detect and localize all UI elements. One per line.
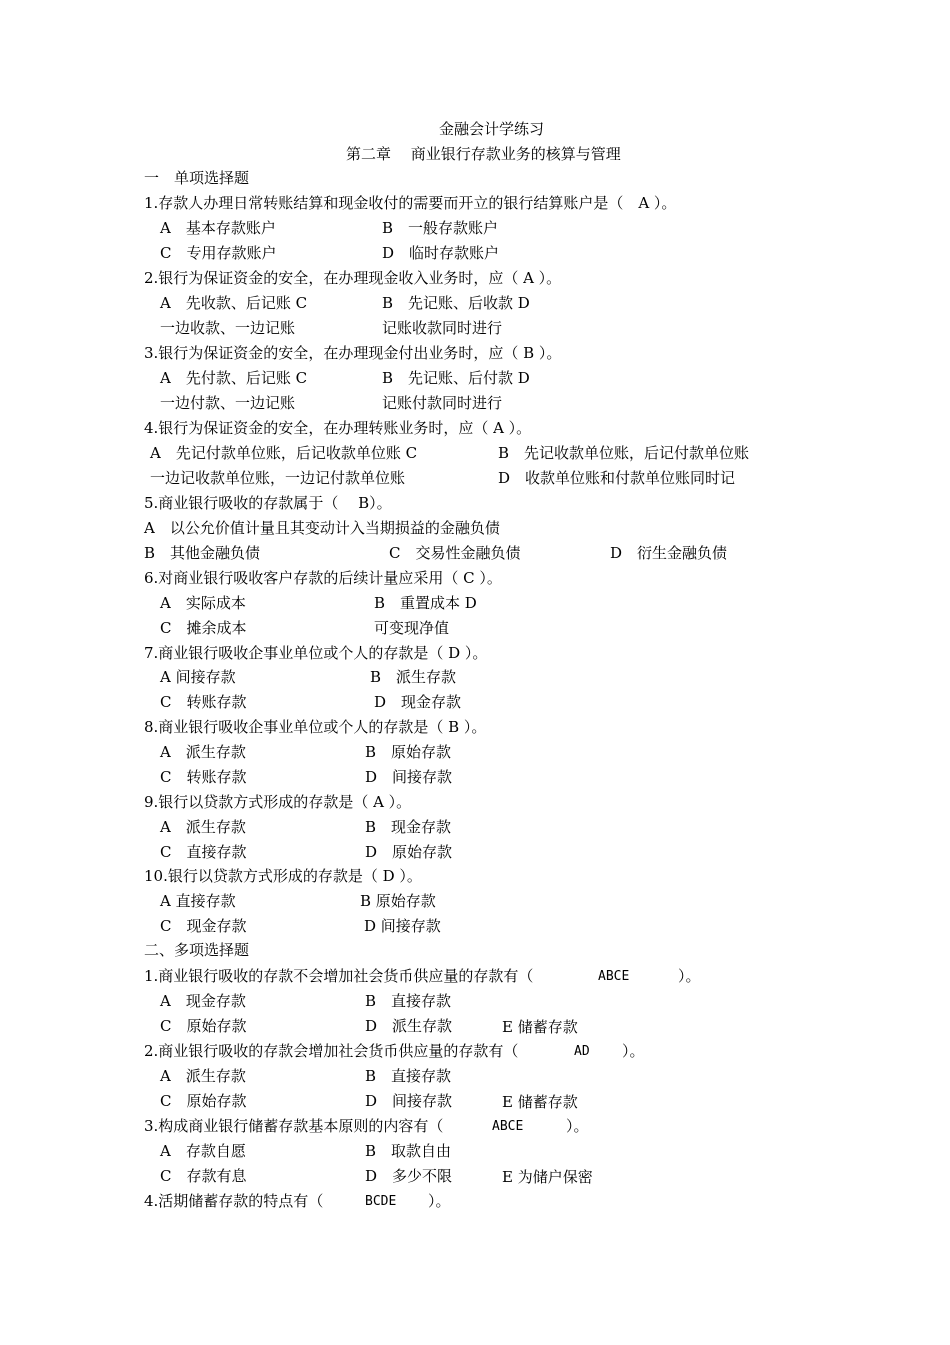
question-9: 9.银行以贷款方式形成的存款是（ A ）。 [144, 793, 412, 811]
option: A 存款自愿 [160, 1142, 246, 1160]
option: 记账收款同时进行 [382, 319, 503, 337]
question-4: 4.银行为保证资金的安全，在办理转账业务时，应（ A ）。 [144, 419, 532, 437]
question-10: 10.银行以贷款方式形成的存款是（ D ）。 [144, 867, 422, 885]
option: D 多少不限 [365, 1167, 453, 1185]
option: C 现金存款 [160, 917, 247, 935]
option: C 摊余成本 [160, 619, 247, 637]
answer: ABCE [492, 1119, 524, 1134]
question-suffix: ）。 [566, 1117, 589, 1135]
question-suffix: ）。 [622, 1042, 645, 1060]
option: B 派生存款 [370, 668, 457, 686]
option: D 间接存款 [364, 917, 441, 935]
chapter-title: 第二章 商业银行存款业务的核算与管理 [346, 145, 621, 163]
option: E 储蓄存款 [502, 1018, 578, 1036]
question-2: 2.银行为保证资金的安全，在办理现金收入业务时，应（ A ）。 [144, 269, 562, 287]
option: A 基本存款账户 [160, 219, 276, 237]
option: C 交易性金融负债 [389, 544, 521, 562]
answer: ABCE [598, 969, 630, 984]
option: C 原始存款 [160, 1017, 247, 1035]
option: B 重置成本 D [374, 594, 477, 612]
option: B 其他金融负债 [144, 544, 261, 562]
doc-title: 金融会计学练习 [439, 120, 545, 138]
multi-question-4: 4.活期储蓄存款的特点有（ [144, 1192, 324, 1210]
option: A 现金存款 [160, 992, 246, 1010]
question-suffix: ）。 [428, 1192, 451, 1210]
section-heading-single: 一 单项选择题 [144, 169, 250, 187]
option: D 收款单位账和付款单位账同时记 [498, 469, 736, 487]
multi-question-2: 2.商业银行吸收的存款会增加社会货币供应量的存款有（ [144, 1042, 519, 1060]
option: B 先记收款单位账，后记付款单位账 [498, 444, 750, 462]
option: D 间接存款 [365, 1092, 453, 1110]
option: A 派生存款 [160, 743, 246, 761]
section-heading-multi: 二、多项选择题 [144, 941, 250, 959]
option: A 派生存款 [160, 1067, 246, 1085]
option: B 原始存款 [360, 892, 436, 910]
option: 一边付款、一边记账 [160, 394, 296, 412]
option: C 转账存款 [160, 693, 247, 711]
option: D 间接存款 [365, 768, 453, 786]
option: 一边收款、一边记账 [160, 319, 296, 337]
option: B 取款自由 [365, 1142, 452, 1160]
question-1: 1.存款人办理日常转账结算和现金收付的需要而开立的银行结算账户是（ A ）。 [144, 194, 677, 212]
option: C 原始存款 [160, 1092, 247, 1110]
option: D 原始存款 [365, 843, 453, 861]
question-8: 8.商业银行吸收企事业单位或个人的存款是（ B ）。 [144, 718, 487, 736]
option: 可变现净值 [374, 619, 450, 637]
multi-question-3: 3.构成商业银行储蓄存款基本原则的内容有（ [144, 1117, 444, 1135]
option: A 实际成本 [160, 594, 246, 612]
option: D 临时存款账户 [382, 244, 500, 262]
option: 记账付款同时进行 [382, 394, 503, 412]
option: D 现金存款 [374, 693, 462, 711]
option: A 以公允价值计量且其变动计入当期损益的金融负债 [144, 519, 500, 537]
question-3: 3.银行为保证资金的安全，在办理现金付出业务时，应（ B ）。 [144, 344, 562, 362]
option: A 先记付款单位账，后记收款单位账 C [150, 444, 418, 462]
option: E 为储户保密 [502, 1168, 593, 1186]
option: B 先记账、后收款 D [382, 294, 530, 312]
option: C 专用存款账户 [160, 244, 277, 262]
option: B 现金存款 [365, 818, 452, 836]
option: D 衍生金融负债 [610, 544, 728, 562]
answer: AD [574, 1044, 590, 1059]
option: A 先收款、后记账 C [160, 294, 308, 312]
option: B 原始存款 [365, 743, 452, 761]
multi-question-1: 1.商业银行吸收的存款不会增加社会货币供应量的存款有（ [144, 967, 534, 985]
option: A 先付款、后记账 C [160, 369, 308, 387]
option: C 直接存款 [160, 843, 247, 861]
option: A 直接存款 [160, 892, 236, 910]
option: B 直接存款 [365, 992, 452, 1010]
answer: BCDE [365, 1194, 397, 1209]
option: B 一般存款账户 [382, 219, 499, 237]
option: 一边记收款单位账，一边记付款单位账 [150, 469, 406, 487]
option: D 派生存款 [365, 1017, 453, 1035]
question-7: 7.商业银行吸收企事业单位或个人的存款是（ D ）。 [144, 644, 488, 662]
option: C 存款有息 [160, 1167, 247, 1185]
option: E 储蓄存款 [502, 1093, 578, 1111]
option: C 转账存款 [160, 768, 247, 786]
option: A 间接存款 [160, 668, 236, 686]
question-5: 5.商业银行吸收的存款属于（ B）。 [144, 494, 392, 512]
question-6: 6.对商业银行吸收客户存款的后续计量应采用（ C ）。 [144, 569, 502, 587]
option: B 直接存款 [365, 1067, 452, 1085]
option: B 先记账、后付款 D [382, 369, 530, 387]
question-suffix: ）。 [678, 967, 701, 985]
option: A 派生存款 [160, 818, 246, 836]
